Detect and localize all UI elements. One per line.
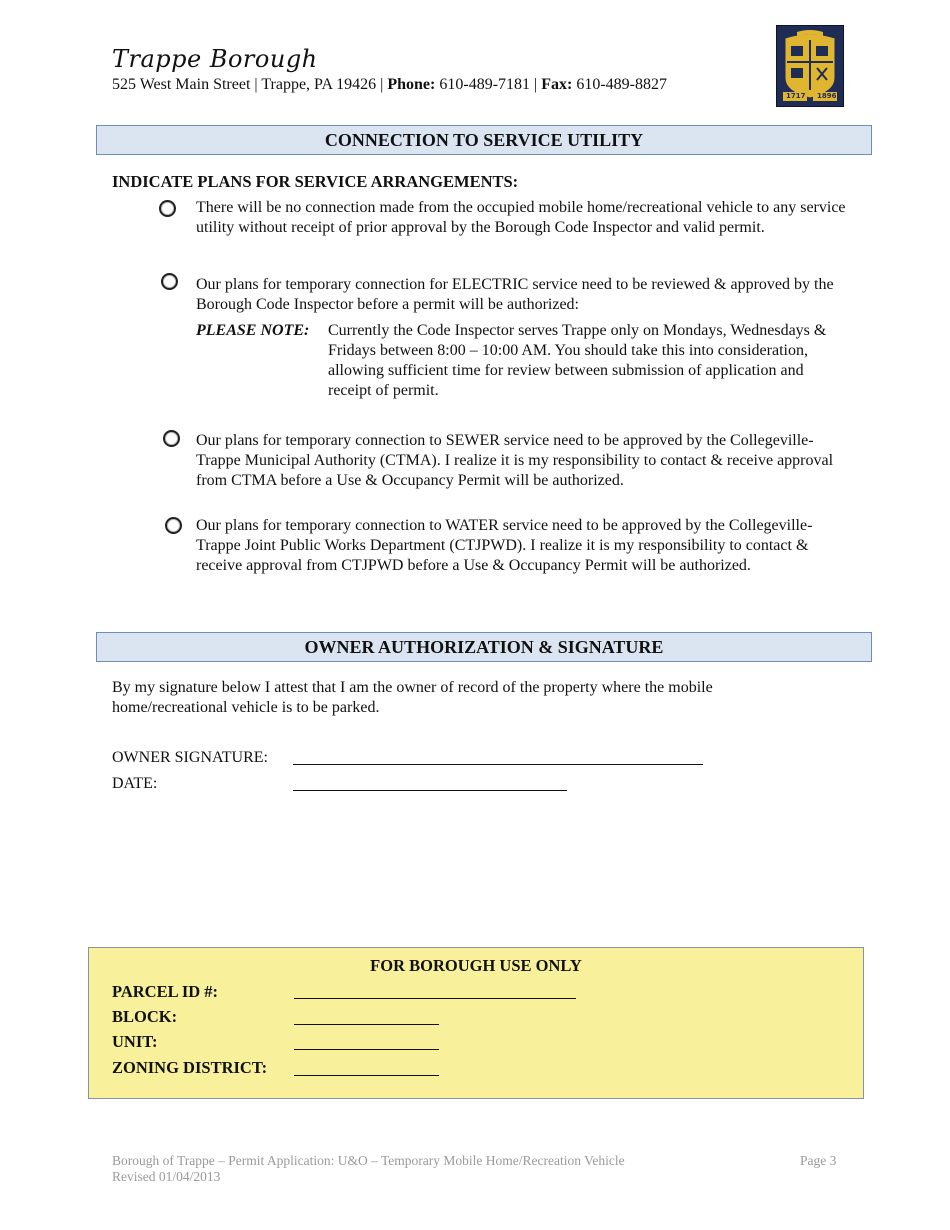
block-field[interactable] — [294, 1024, 439, 1025]
org-address-line — [112, 75, 667, 95]
seal-year-right: 1896 — [817, 92, 837, 100]
date-label: DATE: — [112, 775, 158, 792]
block-label: BLOCK: — [112, 1007, 178, 1026]
note-label: PLEASE NOTE: — [196, 322, 310, 339]
section-title-owner: OWNER AUTHORIZATION & SIGNATURE — [96, 632, 872, 662]
borough-use-title: FOR BOROUGH USE ONLY — [370, 956, 582, 975]
address: 525 West Main Street | Trappe, PA 19426 | — [112, 76, 384, 93]
option-sewer-radio[interactable] — [163, 430, 180, 447]
phone-number: 610-489-7181 | — [439, 76, 538, 93]
borough-use-box — [88, 947, 864, 1099]
option-no-connection-radio[interactable] — [159, 200, 176, 217]
please-note — [196, 321, 846, 401]
zoning-district-field[interactable] — [294, 1075, 439, 1076]
option-water-text: Our plans for temporary connection to WATER service need to be approved by the Collegeville-Trappe Joint Public Works Department (CTJPWD). I realize it is my responsibility to contact & receive approval from CTJPWD before a Use & Occupancy Permit will be authorized. — [196, 517, 813, 574]
option-electric-text: Our plans for temporary connection for ELECTRIC service need to be reviewed & approved by the Borough Code Inspector before a permit will be authorized: — [196, 276, 834, 313]
date-field[interactable] — [293, 790, 567, 791]
owner-signature-field[interactable] — [293, 764, 703, 765]
option-electric-radio[interactable] — [161, 273, 178, 290]
fax-number: 610-489-8827 — [576, 76, 667, 93]
option-water-radio[interactable] — [165, 517, 182, 534]
borough-seal-icon — [776, 25, 844, 107]
parcel-id-label: PARCEL ID #: — [112, 982, 219, 1001]
org-name: Trappe Borough — [112, 45, 318, 73]
option-sewer-text: Our plans for temporary connection to SEWER service need to be approved by the Collegeville-Trappe Municipal Authority (CTMA). I realize it is my responsibility to contact & receive approval from CTMA before a Use & Occupancy Permit will be authorized. — [196, 432, 834, 489]
fax-label: Fax: — [541, 76, 573, 93]
phone-label: Phone: — [387, 76, 436, 93]
zoning-district-label: ZONING DISTRICT: — [112, 1058, 268, 1077]
footer-title: Borough of Trappe – Permit Application: U&O – Temporary Mobile Home/Recreation Vehicle — [112, 1153, 625, 1168]
attestation-text: By my signature below I attest that I am the owner of record of the property where the mobile home/recreational vehicle is to be parked. — [112, 679, 713, 716]
unit-label: UNIT: — [112, 1032, 158, 1051]
unit-field[interactable] — [294, 1049, 439, 1050]
seal-year-left: 1717 — [786, 92, 806, 100]
note-text: Currently the Code Inspector serves Trappe only on Mondays, Wednesdays & Fridays between 8:00 – 10:00 AM. You should take this into consideration, allowing sufficient time for review between submission of application and receipt of permit. — [328, 322, 827, 399]
footer-revised: Revised 01/04/2013 — [112, 1169, 221, 1184]
section-title-connection: CONNECTION TO SERVICE UTILITY — [96, 125, 872, 155]
parcel-id-field[interactable] — [294, 998, 576, 999]
section-heading-arrangements: INDICATE PLANS FOR SERVICE ARRANGEMENTS: — [112, 172, 519, 191]
option-no-connection-text: There will be no connection made from the occupied mobile home/recreational vehicle to any service utility without receipt of prior approval by the Borough Code Inspector and valid permit. — [196, 199, 846, 236]
owner-signature-label: OWNER SIGNATURE: — [112, 749, 268, 766]
footer-page-number: Page 3 — [800, 1153, 837, 1168]
